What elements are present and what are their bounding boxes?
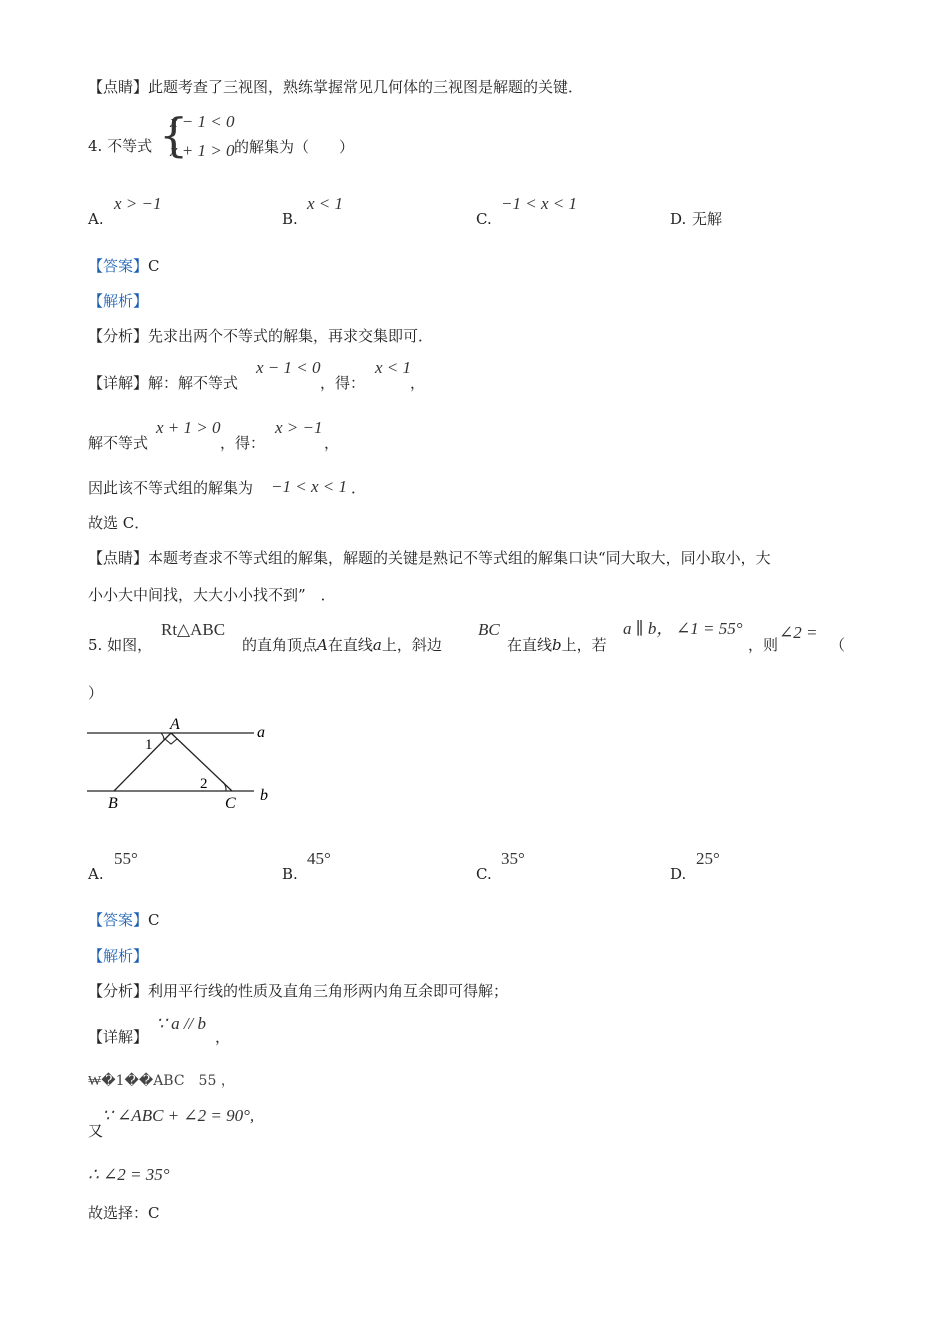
q4-choose: 故选 C． — [88, 514, 150, 532]
q4-system-2: x + 1 > 0 — [170, 141, 235, 160]
q4-detail3-pre: 因此该不等式组的解集为 — [88, 479, 254, 497]
q5-fenxi: 【分析】利用平行线的性质及直角三角形两内角互余即可得解； — [88, 982, 509, 1000]
q5-option-d-label: D. — [670, 865, 687, 883]
q4-option-d-label: D. — [670, 210, 687, 228]
q4-detail3-math: −1 < x < 1 — [271, 477, 347, 496]
q5-garbled-line — [88, 1072, 235, 1090]
q4-detail2-pre: 解不等式 — [88, 434, 149, 452]
q5-figure — [84, 712, 284, 812]
q5-mid5: 上，若 — [561, 636, 607, 654]
label-1: 1 — [145, 737, 153, 753]
q5-stem-line2 — [507, 636, 607, 654]
q5-option-c-label: C. — [476, 865, 492, 883]
q4-answer: C — [148, 257, 160, 275]
q5-line-b: b — [552, 636, 562, 654]
q5-jiexi: 【解析】 — [88, 947, 149, 965]
q5-hypotenuse: BC — [478, 620, 500, 639]
q5-vertex-a: A — [317, 636, 328, 654]
label-C: C — [225, 795, 236, 812]
q4-detail2-math: x + 1 > 0 — [156, 418, 221, 437]
q5-mid2: 在直线 — [327, 636, 373, 654]
q5-answer-row — [88, 911, 160, 929]
q4-detail1-math: x − 1 < 0 — [256, 358, 321, 377]
q4-option-d: 无解 — [692, 210, 723, 228]
q4-detail2-res: x > −1 — [275, 418, 323, 437]
q4-option-b-label: B. — [282, 210, 298, 228]
angle-2-arc — [223, 782, 226, 791]
q5-option-c: 35° — [501, 849, 525, 868]
q4-prefix: 4. 不等式 — [88, 137, 153, 155]
q4-system-1: x − 1 < 0 — [170, 112, 235, 131]
q4-detail1-res: x < 1 — [375, 358, 412, 377]
q5-paren-open: （ — [830, 636, 846, 654]
q5-detail-tag: 【详解】 — [88, 1028, 149, 1046]
q5-mid1: 的直角顶点 — [242, 636, 318, 654]
q4-detail1-mid: ，得： — [320, 374, 366, 392]
q5-line-a: a — [372, 636, 382, 654]
q5-step2: ∵ ∠ABC + ∠2 = 90°, — [102, 1106, 255, 1125]
q4-option-c: −1 < x < 1 — [501, 194, 577, 213]
dianjing-prev: 【点睛】此题考查了三视图，熟练掌握常见几何体的三视图是解题的关键． — [88, 78, 584, 96]
q5-garbled: ₩�1��ABC 55 — [88, 1073, 217, 1089]
q5-mid4: 在直线 — [507, 636, 553, 654]
q5-option-b: 45° — [307, 849, 331, 868]
q5-ask: ∠2 = — [779, 623, 818, 642]
q5-prefix: 5. 如图， — [88, 636, 153, 654]
q5-answer: C — [148, 911, 160, 929]
q4-detail1-end: ， — [410, 374, 426, 392]
q4-fenxi: 【分析】先求出两个不等式的解集，再求交集即可． — [88, 327, 434, 345]
q4-option-c-label: C. — [476, 210, 492, 228]
q5-choose: 故选择：C — [88, 1204, 160, 1222]
label-B: B — [108, 795, 118, 812]
label-A: A — [170, 716, 180, 733]
label-a: a — [257, 724, 265, 741]
q5-mid3: 上，斜边 — [381, 636, 442, 654]
right-angle-mark — [165, 739, 177, 744]
q5-cond-parallel: a ∥ b， — [623, 619, 674, 638]
q4-detail2-mid: ，得： — [220, 434, 266, 452]
answer-tag: 【答案】 — [88, 257, 149, 275]
q4-option-a: x > −1 — [114, 194, 162, 213]
q4-option-b: x < 1 — [307, 194, 344, 213]
answer-tag: 【答案】 — [88, 911, 149, 929]
q5-mid6: ，则 — [748, 636, 779, 654]
q4-dianjing-2: 小小大中间找，大大小小找不到” ． — [88, 586, 336, 604]
system-brace: { — [159, 108, 189, 162]
q5-option-d: 25° — [696, 849, 720, 868]
q4-detail2-end: ， — [324, 434, 340, 452]
q5-detail-end: ， — [215, 1028, 231, 1046]
q5-rt-triangle: Rt△ABC — [161, 620, 226, 639]
q4-option-a-label: A. — [88, 210, 104, 228]
q5-paren-close: ） — [88, 684, 104, 702]
side-ab — [114, 733, 171, 791]
q4-detail1-pre: 【详解】解：解不等式 — [88, 374, 239, 392]
q5-detail-math: ∵ a // b — [156, 1014, 207, 1033]
label-b: b — [260, 787, 268, 804]
q4-jiexi: 【解析】 — [88, 292, 149, 310]
q4-answer-row — [88, 257, 160, 275]
q5-stem-line — [242, 636, 442, 654]
q5-cond-angle: ∠1 = 55° — [676, 619, 743, 638]
q5-option-a: 55° — [114, 849, 138, 868]
q5-option-a-label: A. — [88, 865, 104, 883]
q4-suffix: 的解集为（ ） — [234, 138, 355, 156]
q5-option-b-label: B. — [282, 865, 298, 883]
q5-garbled-end: ， — [220, 1073, 235, 1089]
angle-1-arc — [161, 733, 164, 740]
q4-dianjing-1: 【点睛】本题考查求不等式组的解集，解题的关键是熟记不等式组的解集口诀“同大取大，同小取小，大 — [88, 549, 771, 567]
q5-you: 又 — [88, 1122, 104, 1140]
q5-step3: ∴ ∠2 = 35° — [88, 1165, 170, 1184]
q4-detail3-end: ． — [351, 479, 367, 497]
label-2: 2 — [200, 776, 208, 792]
